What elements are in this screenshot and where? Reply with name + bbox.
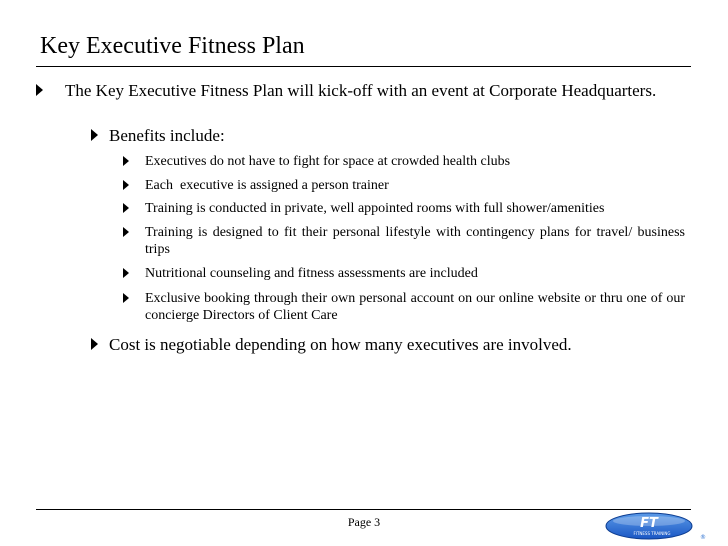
benefit-text: Training is conducted in private, well appointed rooms with full shower/amenities xyxy=(145,201,605,216)
bullet-text: The Key Executive Fitness Plan will kick-off with an event at Corporate Headquarters. xyxy=(65,81,657,100)
benefit-text: Nutritional counseling and fitness assessments are included xyxy=(145,266,478,281)
bullet-cost xyxy=(91,334,689,355)
page-number: Page 3 xyxy=(347,515,381,529)
title-divider xyxy=(36,66,691,67)
benefit-text: Training is designed to fit their personal lifestyle with contingency plans for travel/ business trips xyxy=(145,225,685,257)
triangle-bullet-icon xyxy=(123,203,129,213)
bullet-benefits xyxy=(91,125,669,146)
bullet-kickoff xyxy=(36,80,686,101)
slide-title: Key Executive Fitness Plan xyxy=(40,33,305,59)
benefit-item xyxy=(123,290,685,324)
ft-logo xyxy=(604,511,694,541)
triangle-bullet-icon xyxy=(123,156,129,166)
benefit-item xyxy=(123,200,685,217)
benefit-item xyxy=(123,265,685,282)
benefit-item xyxy=(123,177,685,194)
logo-subtext: FITNESS TRAINING xyxy=(633,531,671,536)
footer-divider xyxy=(36,509,691,510)
benefit-text: Executives do not have to fight for space at crowded health clubs xyxy=(145,154,511,169)
benefit-item xyxy=(123,224,685,258)
registered-mark: ® xyxy=(700,534,706,541)
triangle-bullet-icon xyxy=(91,338,98,350)
triangle-bullet-icon xyxy=(123,293,129,303)
logo-text: FT xyxy=(640,516,658,531)
benefit-text: Exclusive booking through their own personal account on our online website or thru one of our concierge Directors of Client Care xyxy=(145,291,685,323)
triangle-bullet-icon xyxy=(91,129,98,141)
bullet-text: Cost is negotiable depending on how many executives are involved. xyxy=(109,335,572,354)
triangle-bullet-icon xyxy=(123,268,129,278)
benefit-text: Each executive is assigned a person trainer xyxy=(145,178,389,193)
triangle-bullet-icon xyxy=(123,180,129,190)
triangle-bullet-icon xyxy=(123,227,129,237)
bullet-text: Benefits include: xyxy=(109,126,225,145)
triangle-bullet-icon xyxy=(36,84,43,96)
benefit-item xyxy=(123,153,685,170)
